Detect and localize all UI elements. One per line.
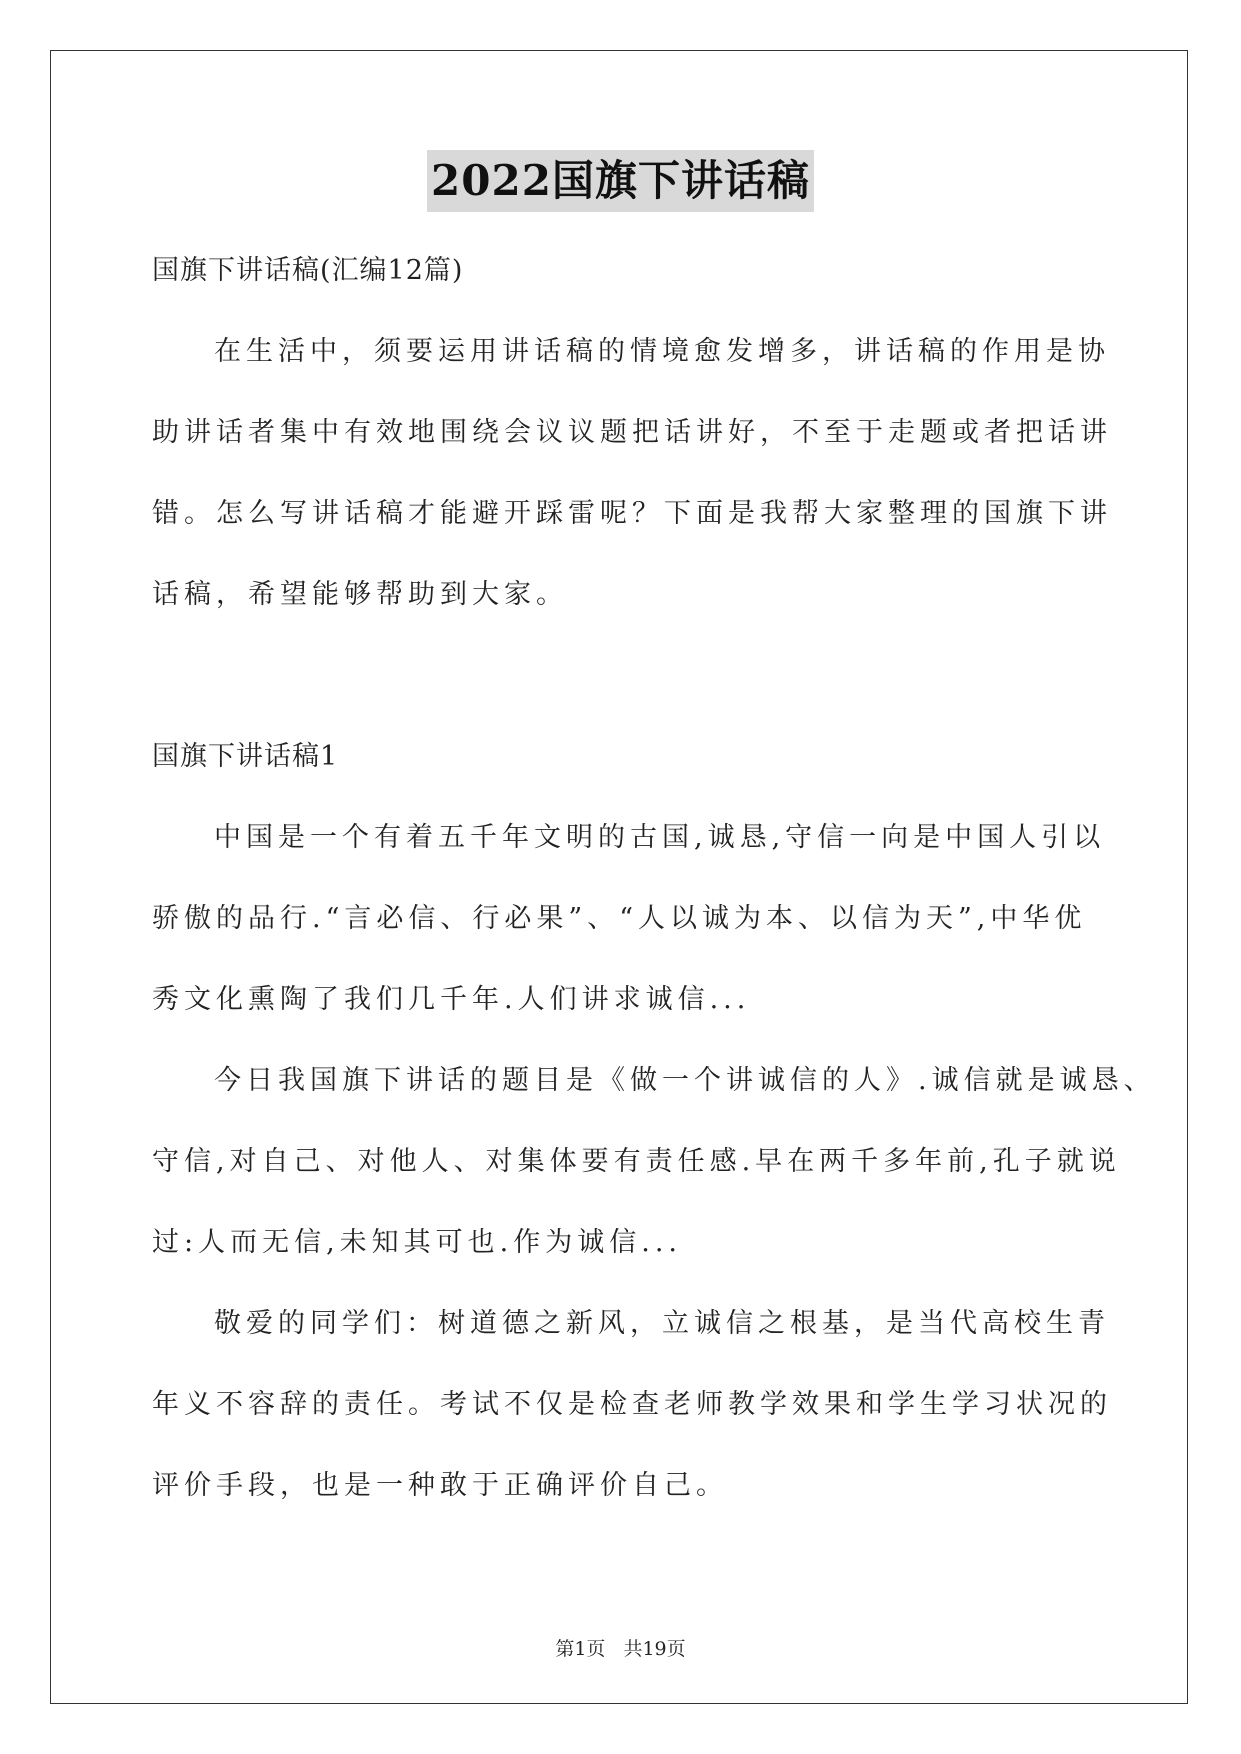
section-heading: 国旗下讲话稿1 <box>152 741 339 772</box>
main-heading: 国旗下讲话稿(汇编12篇) <box>152 255 464 286</box>
intro-line: 在生活中，须要运用讲话稿的情境愈发增多，讲话稿的作用是协 <box>214 336 1110 367</box>
page-footer <box>0 1634 1241 1661</box>
paragraph-line: 年义不容辞的责任。考试不仅是检查老师教学效果和学生学习状况的 <box>152 1389 1112 1420</box>
intro-line: 助讲话者集中有效地围绕会议议题把话讲好，不至于走题或者把话讲 <box>152 417 1112 448</box>
document-body <box>152 230 1156 1526</box>
paragraph-line: 今日我国旗下讲话的题目是《做一个讲诚信的人》.诚信就是诚恳、 <box>214 1065 1156 1096</box>
paragraph-line: 秀文化熏陶了我们几千年.人们讲求诚信... <box>152 984 751 1015</box>
title-container <box>0 150 1241 212</box>
paragraph-line: 敬爱的同学们：树道德之新风，立诚信之根基，是当代高校生青 <box>214 1308 1110 1339</box>
paragraph-line: 过:人而无信,未知其可也.作为诚信... <box>152 1227 683 1258</box>
intro-line: 错。怎么写讲话稿才能避开踩雷呢？下面是我帮大家整理的国旗下讲 <box>152 498 1112 529</box>
paragraph-line: 骄傲的品行.“言必信、行必果”、“人以诚为本、以信为天”,中华优 <box>152 903 1087 934</box>
document-title: 2022国旗下讲话稿 <box>427 150 814 212</box>
paragraph-line: 中国是一个有着五千年文明的古国,诚恳,守信一向是中国人引以 <box>214 822 1106 853</box>
paragraph-line: 守信,对自己、对他人、对集体要有责任感.早在两千多年前,孔子就说 <box>152 1146 1121 1177</box>
page-total: 共19页 <box>623 1638 686 1660</box>
paragraph-gap <box>152 635 1092 716</box>
paragraph-line: 评价手段，也是一种敢于正确评价自己。 <box>152 1470 728 1501</box>
intro-line: 话稿，希望能够帮助到大家。 <box>152 579 568 610</box>
page-number: 第1页 <box>555 1638 606 1660</box>
